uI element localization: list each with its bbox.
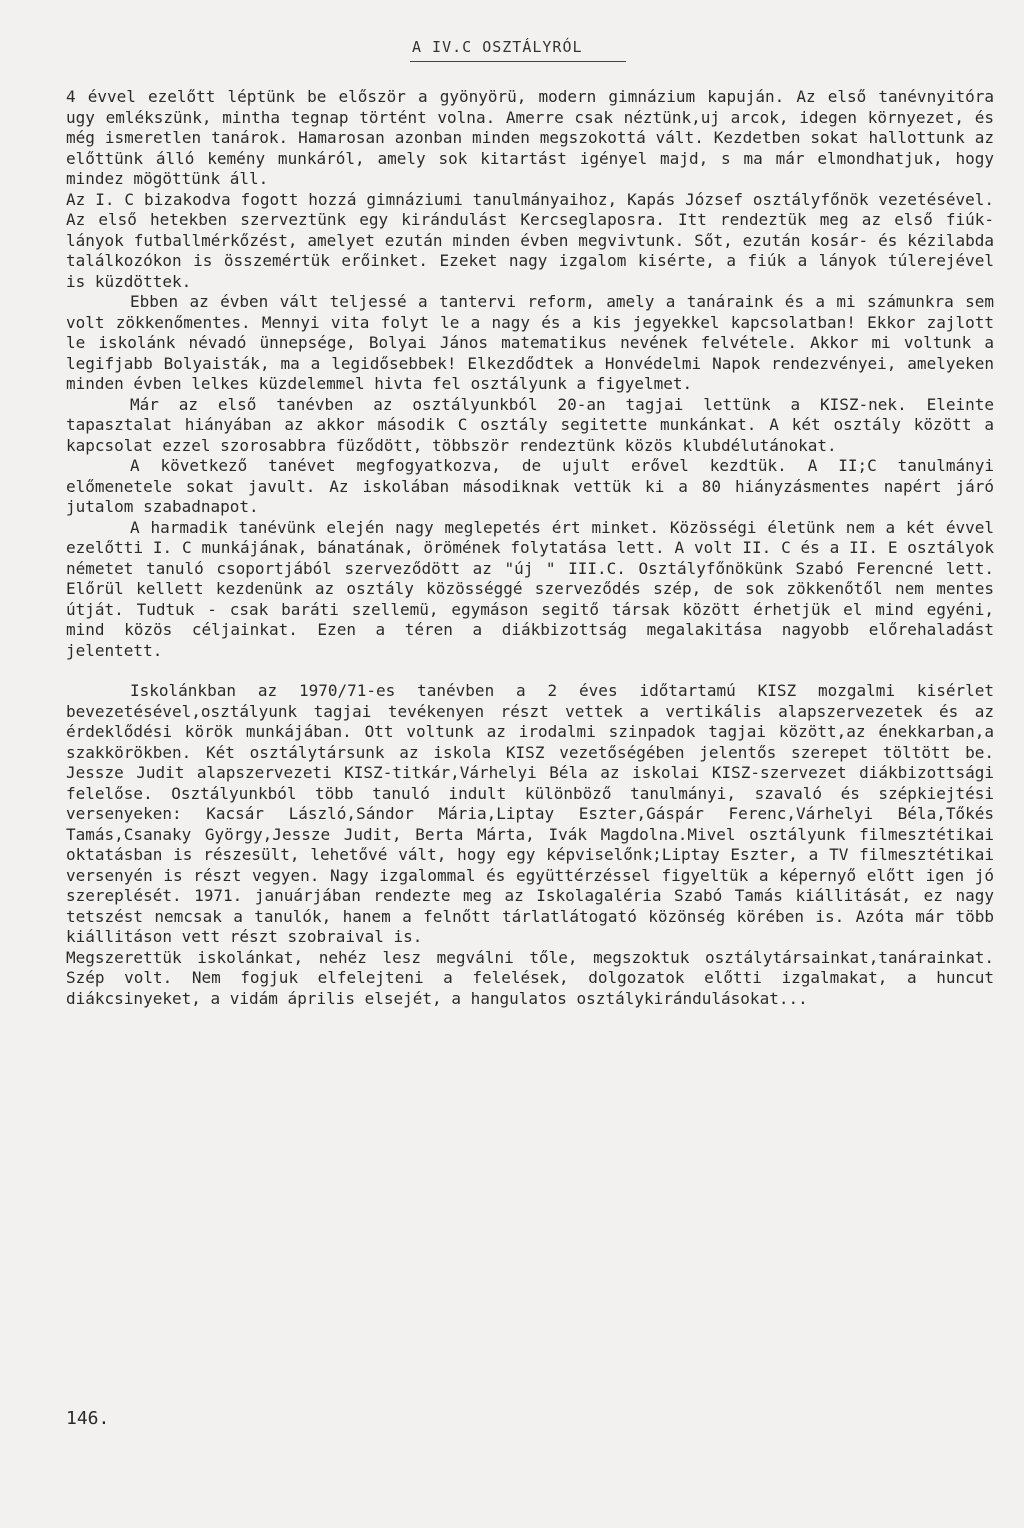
paragraph-farewell: Megszerettük iskolánkat, nehéz lesz megválni tőle, megszoktuk osztálytársainkat,tanárainkat. Szép volt. Nem fogjuk elfelejteni a felelések, dolgozatok előtti izgalmakat, a huncut diákcsinyeket, a vidám április elsejét, a hangulatos osztálykirándulásokat...: [66, 947, 994, 1008]
paragraph-reform: Ebben az évben vált teljessé a tantervi reform, amely a tanáraink és a mi számunkra sem volt zökkenőmentes. Mennyi vita folyt le a nagy és a kis jegyekkel kapcsolatban! Ekkor zajlott le iskolánk névadó ünnepsége, Bolyai János matematikus nevének felvétele. Akkor mi voltunk a legifjabb Bolyaisták, ma a legidősebbek! Elkezdődtek a Honvédelmi Napok rendezvényei, amelyeken minden évben lelkes küzdelemmel hivta fel osztályunk a figyelmet.: [66, 292, 994, 393]
page-number: 146.: [66, 1408, 110, 1429]
paragraph-second-year: A következő tanévet megfogyatkozva, de ujult erővel kezdtük. A II;C tanulmányi előmenetele sokat javult. Az iskolában másodiknak vettük ki a 80 hiányzásmentes napért járó jutalom szabadnapot.: [66, 456, 994, 516]
paragraph-intro: 4 évvel ezelőtt léptünk be először a gyönyörü, modern gimnázium kapuján. Az első tanévnyitóra ugy emlékszünk, mintha tegnap történt volna. Amerre csak néztünk,uj arcok, idegen környezet, és még ismeretlen tanárok. Hamarosan azonban minden megszokottá vált. Kezdetben sokat hallottunk az előttünk álló kemény munkáról, amely sok kitartást igényel majd, s ma már elmondhatjuk, hogy mindez mögöttünk áll.: [66, 87, 994, 188]
title-underline: [410, 61, 626, 62]
paragraph-kisz-experiment: Iskolánkban az 1970/71-es tanévben a 2 éves időtartamú KISZ mozgalmi kisérlet bevezetésével,osztályunk tagjai tevékenyen részt vettek a vertikális alapszervezetek és az érdeklődési körök munkájában. Ott voltunk az irodalmi szinpadok tagjai között,az énekkarban,a szakkörökben. Két osztálytársunk az iskola KISZ vezetőségében jelentős szerepet töltött be. Jessze Judit alapszervezeti KISZ-titkár,Várhelyi Béla az iskolai KISZ-szervezet diákbizottsági felelőse. Osztályunkból több tanuló indult különböző tanulmányi, szavaló és szépkiejtési versenyeken: Kacsár László,Sándor Mária,Liptay Eszter,Gáspár Ferenc,Várhelyi Béla,Tőkés Tamás,Csanaky György,Jessze Judit, Berta Márta, Ivák Magdolna.Mivel osztályunk filmesztétikai oktatásban is részesült, lehetővé vált, hogy egy képviselőnk;Liptay Eszter, a TV filmesztétikai versenyén is részt vegyen. Nagy izgalommal és együttérzéssel figyeltük a képernyő előtt igen jó szereplését. 1971. januárjában rendezte meg az Iskolagaléria Szabó Tamás kiállitását, ez nagy tetszést nemcsak a tanulók, hanem a felnőtt tárlatlátogató közönség körében is. Azóta már több kiállitáson vett részt szobraival is.: [66, 681, 994, 946]
paragraph-third-year: A harmadik tanévünk elején nagy meglepetés ért minket. Közösségi életünk nem a két évvel ezelőtti I. C munkájának, bánatának, örömének folytatása lett. A volt II. C és a II. E osztályok németet tanuló csoportjából szerveződött az "új " III.C. Osztályfőnökünk Szabó Ferencné lett. Előrül kellett kezdenünk az osztály közösséggé szerveződés szép, de sok zökkenőtől nem mentes útját. Tudtuk - csak baráti szellemü, egymáson segitő társak között érhetjük el mind egyéni, mind közös céljainkat. Ezen a téren a diákbizottság megalakitása nagyobb előrehaladást jelentett.: [66, 517, 994, 660]
body-text: [66, 87, 994, 1009]
paragraph-first-year: Az I. C bizakodva fogott hozzá gimnáziumi tanulmányaihoz, Kapás József osztályfőnök vezetésével. Az első hetekben szerveztünk egy kirándulást Kercseglaposra. Itt rendeztük meg az első fiúk-lányok futballmérkőzést, amelyet ezután minden évben megvivtunk. Sőt, ezután kosár- és kézilabda találkozókon is összemértük erőinket. Ezeket nagy izgalom kisérte, a fiúk a lányok túlerejével is küzdöttek.: [66, 189, 994, 291]
page-title: A IV.C OSZTÁLYRÓL: [412, 38, 583, 56]
paragraph-kisz: Már az első tanévben az osztályunkból 20-an tagjai lettünk a KISZ-nek. Eleinte tapasztalat hiányában az akkor második C osztály segitette munkánkat. A két osztály között a kapcsolat ezzel szorosabbra füződött, többször rendeztünk közös klubdélutánokat.: [66, 394, 994, 455]
